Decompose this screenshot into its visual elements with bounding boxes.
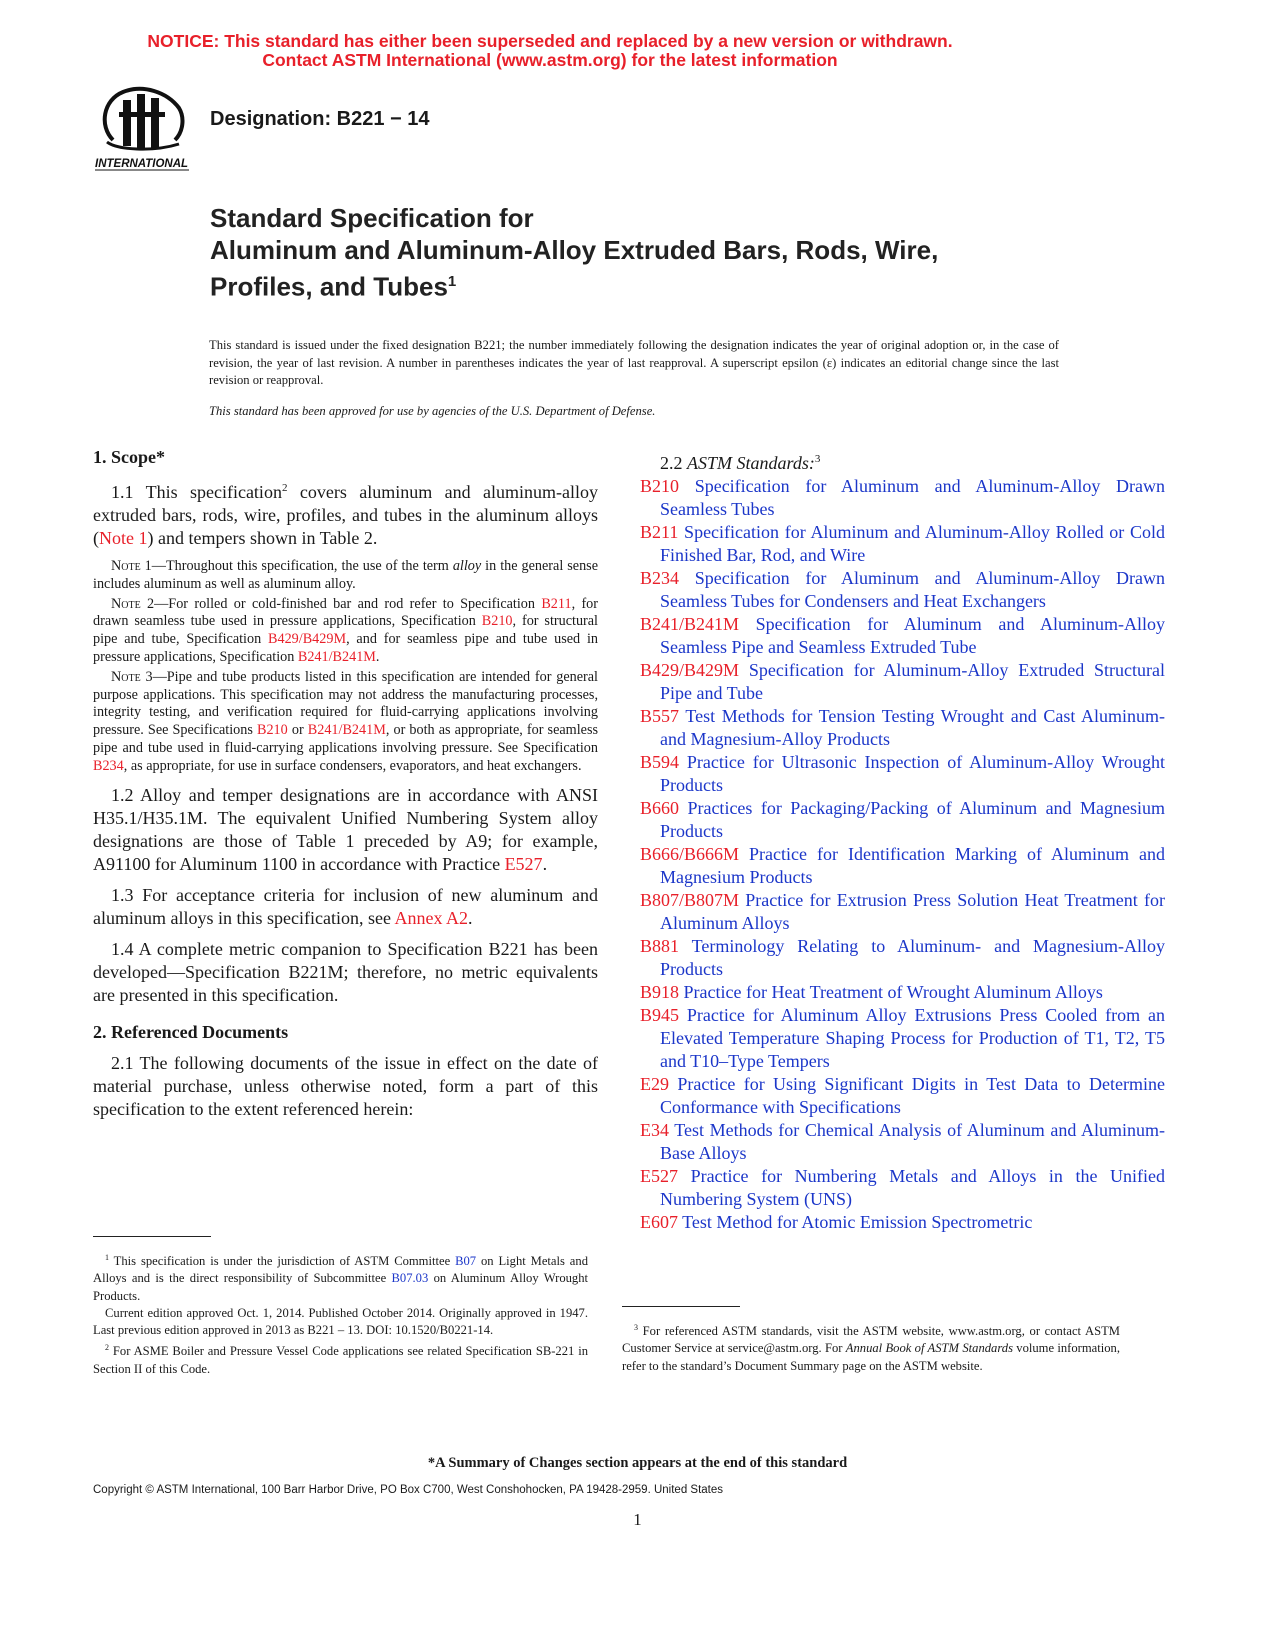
- reference-code-link[interactable]: B918: [640, 982, 680, 1002]
- reference-item: [640, 1073, 1165, 1119]
- note-3: Note 3—Pipe and tube products listed in this specification are intended for general purpose applications. This specification may not address the manufacturing processes, integrity testing, and verification required for fluid-carrying applications involving pressure. See Specifications B210 or B241/B241M, or both as appropriate, for seamless pipe and tube used in fluid-carrying applications involving pressure. See Specification B234, as appropriate, for use in surface condensers, evaporators, and heat exchangers.: [93, 668, 598, 774]
- link-b234-note3[interactable]: B234: [93, 757, 124, 774]
- reference-code-link[interactable]: B881: [640, 936, 680, 956]
- astm-logo-mark: [93, 82, 193, 174]
- note-2: Note 2—For rolled or cold-finished bar and rod refer to Specification B211, for drawn seamless tube used in pressure applications, Specification B210, for structural pipe and tube, Specification B429/B429M, and for seamless pipe and tube used in pressure applications, Specification B241/B241M.: [93, 595, 598, 665]
- dod-statement: This standard has been approved for use by agencies of the U.S. Department of Defense.: [209, 404, 656, 418]
- footnote-3: $^3$ For referenced ASTM standards, visit the ASTM website, www.astm.org, or contact ASTM Customer Service at service@astm.org. For Annual Book of ASTM Standards volume information, refer to the standard’s Document Summary page on the ASTM website.: [622, 1323, 1120, 1373]
- footnote-rule-left: [93, 1236, 211, 1237]
- reference-title-link[interactable]: Practice for Numbering Metals and Alloys in the Unified Numbering System (UNS): [660, 1166, 1165, 1209]
- reference-item: [640, 843, 1165, 889]
- link-b07-03[interactable]: B07.03: [391, 1271, 429, 1286]
- reference-title-link[interactable]: Test Method for Atomic Emission Spectrometric: [678, 1212, 1033, 1232]
- right-column: [640, 448, 1165, 1234]
- left-column: [93, 446, 598, 1129]
- footnote-1: $^1$ This specification is under the jurisdiction of ASTM Committee B07 on Light Metals and Alloys and is the direct responsibility of Subcommittee B07.03 on Aluminum Alloy Wrought Products.: [93, 1253, 588, 1303]
- reference-item: [640, 705, 1165, 751]
- reference-title-link[interactable]: Terminology Relating to Aluminum- and Magnesium-Alloy Products: [660, 936, 1165, 979]
- astm-logo: [93, 82, 193, 174]
- link-b07[interactable]: B07: [455, 1254, 477, 1269]
- reference-item: [640, 1004, 1165, 1073]
- issued-statement: This standard is issued under the fixed designation B221; the number immediately following the designation indicates the year of original adoption or, in the case of revision, the year of last revision. A number in parentheses indicates the year of last reapproval. A superscript epsilon (ε) indicates an editorial change since the last revision or reapproval.: [209, 338, 1059, 387]
- reference-code-link[interactable]: B429/B429M: [640, 660, 740, 680]
- reference-title-link[interactable]: Practices for Packaging/Packing of Aluminum and Magnesium Products: [660, 798, 1165, 841]
- title-line-3: Profiles, and Tubes$^1$: [210, 271, 457, 302]
- reference-code-link[interactable]: E34: [640, 1120, 669, 1140]
- para-2-1: 2.1 The following documents of the issue in effect on the date of material purchase, unless otherwise noted, form a part of this specification to the extent referenced herein:: [93, 1052, 598, 1119]
- reference-title-link[interactable]: Specification for Aluminum-Alloy Extruded Structural Pipe and Tube: [660, 660, 1165, 703]
- reference-item: [640, 935, 1165, 981]
- logo-wordmark: INTERNATIONAL: [95, 158, 189, 170]
- reference-item: [640, 521, 1165, 567]
- reference-item: [640, 659, 1165, 705]
- designation: Designation: B221 − 14: [210, 108, 430, 130]
- link-e527[interactable]: E527: [504, 853, 543, 874]
- section-scope-heading: 1. Scope*: [93, 447, 165, 467]
- footnote-rule-right: [622, 1306, 740, 1307]
- reference-code-link[interactable]: B807/B807M: [640, 890, 740, 910]
- reference-title-link[interactable]: Practice for Ultrasonic Inspection of Aluminum-Alloy Wrought Products: [660, 752, 1165, 795]
- reference-code-link[interactable]: B660: [640, 798, 680, 818]
- reference-title-link[interactable]: Practice for Extrusion Press Solution Heat Treatment for Aluminum Alloys: [660, 890, 1165, 933]
- reference-title-link[interactable]: Specification for Aluminum and Aluminum-Alloy Rolled or Cold Finished Bar, Rod, and Wire: [660, 522, 1165, 565]
- link-b210-note3[interactable]: B210: [257, 722, 288, 739]
- title-line-1: Standard Specification for: [210, 203, 534, 233]
- astm-standards-heading: 2.2 ASTM Standards:$^3$: [660, 453, 821, 473]
- reference-title-link[interactable]: Practice for Identification Marking of Aluminum and Magnesium Products: [660, 844, 1165, 887]
- reference-title-link[interactable]: Practice for Using Significant Digits in Test Data to Determine Conformance with Specifications: [660, 1074, 1165, 1117]
- reference-title-link[interactable]: Specification for Aluminum and Aluminum-Alloy Drawn Seamless Tubes for Condensers and Heat Exchangers: [660, 568, 1165, 611]
- reference-code-link[interactable]: B234: [640, 568, 680, 588]
- reference-code-link[interactable]: B594: [640, 752, 680, 772]
- reference-code-link[interactable]: B211: [640, 522, 679, 542]
- page-number: 1: [633, 1510, 642, 1529]
- reference-title-link[interactable]: Practice for Heat Treatment of Wrought Aluminum Alloys: [679, 982, 1103, 1002]
- reference-code-link[interactable]: B557: [640, 706, 680, 726]
- link-b429[interactable]: B429/B429M: [268, 631, 347, 648]
- summary-of-changes-note: *A Summary of Changes section appears at the end of this standard: [427, 1455, 848, 1471]
- standard-title: [210, 202, 1110, 303]
- reference-item: [640, 613, 1165, 659]
- title-footnote-marker: 1: [447, 273, 457, 290]
- reference-title-link[interactable]: Test Methods for Chemical Analysis of Aluminum and Aluminum-Base Alloys: [660, 1120, 1165, 1163]
- reference-item: [640, 567, 1165, 613]
- reference-code-link[interactable]: E29: [640, 1074, 669, 1094]
- reference-item: [640, 797, 1165, 843]
- para-1-3: 1.3 For acceptance criteria for inclusion of new aluminum and aluminum alloys in this specification, see Annex A2.: [93, 884, 598, 928]
- reference-item: [640, 889, 1165, 935]
- reference-item: [640, 1211, 1165, 1234]
- para-1-4: 1.4 A complete metric companion to Specification B221 has been developed—Specification B221M; therefore, no metric equivalents are presented in this specification.: [93, 938, 598, 1005]
- reference-code-link[interactable]: E527: [640, 1166, 678, 1186]
- reference-item: [640, 981, 1165, 1004]
- link-annex-a2[interactable]: Annex A2: [394, 907, 468, 928]
- para-1-2: 1.2 Alloy and temper designations are in accordance with ANSI H35.1/H35.1M. The equivalent Unified Numbering System alloy designations are those of Table 1 preceded by A9; for example, A91100 for Aluminum 1100 in accordance with Practice E527.: [93, 784, 598, 874]
- reference-item: [640, 751, 1165, 797]
- link-b211[interactable]: B211: [541, 595, 572, 612]
- title-line-2: Aluminum and Aluminum-Alloy Extruded Bars, Rods, Wire,: [210, 235, 939, 265]
- reference-code-link[interactable]: B210: [640, 476, 680, 496]
- link-b241[interactable]: B241/B241M: [297, 648, 376, 665]
- copyright: Copyright © ASTM International, 100 Barr Harbor Drive, PO Box C700, West Conshohocken, PA 19428-2959. United States: [93, 1484, 724, 1496]
- reference-title-link[interactable]: Specification for Aluminum and Aluminum-Alloy Drawn Seamless Tubes: [660, 476, 1165, 519]
- link-b210[interactable]: B210: [481, 613, 513, 630]
- note-1: Note 1—Throughout this specification, the use of the term alloy in the general sense includes aluminum as well as aluminum alloy.: [93, 558, 598, 592]
- reference-code-link[interactable]: B666/B666M: [640, 844, 740, 864]
- reference-code-link[interactable]: B241/B241M: [640, 614, 740, 634]
- section-refdocs-heading: 2. Referenced Documents: [93, 1021, 289, 1042]
- footnote-2: $^2$ For ASME Boiler and Pressure Vessel Code applications see related Specification SB-221 in Section II of this Code.: [93, 1343, 589, 1376]
- link-b241-note3[interactable]: B241/B241M: [307, 722, 386, 739]
- left-footnotes: [93, 1236, 588, 1378]
- right-footnotes: [622, 1306, 1120, 1375]
- reference-item: [640, 1165, 1165, 1211]
- reference-code-link[interactable]: B945: [640, 1005, 680, 1025]
- reference-list: [640, 475, 1165, 1234]
- withdrawal-notice: [0, 32, 1100, 70]
- notice-line-1: NOTICE: This standard has either been superseded and replaced by a new version or withdrawn.: [147, 31, 953, 51]
- reference-title-link[interactable]: Practice for Aluminum Alloy Extrusions Press Cooled from an Elevated Temperature Shaping Process for Production of T1, T2, T5 and T10–Type Tempers: [660, 1005, 1165, 1071]
- reference-item: [640, 475, 1165, 521]
- footnote-1-edition: Current edition approved Oct. 1, 2014. Published October 2014. Originally approved in 1947. Last previous edition approved in 2013 as B221 – 13. DOI: 10.1520/B0221-14.: [93, 1305, 588, 1337]
- reference-title-link[interactable]: Test Methods for Tension Testing Wrought and Cast Aluminum- and Magnesium-Alloy Products: [660, 706, 1165, 749]
- para-1-1: 1.1 This specification$^2$ covers aluminum and aluminum-alloy extruded bars, rods, wire, profiles, and tubes in the aluminum alloys (Note 1) and tempers shown in Table 2.: [93, 482, 598, 548]
- reference-title-link[interactable]: Specification for Aluminum and Aluminum-Alloy Seamless Pipe and Seamless Extruded Tube: [660, 614, 1165, 657]
- notice-line-2: Contact ASTM International (www.astm.org) for the latest information: [262, 50, 838, 70]
- link-note-1[interactable]: Note 1: [99, 528, 148, 548]
- reference-code-link[interactable]: E607: [640, 1212, 678, 1232]
- reference-item: [640, 1119, 1165, 1165]
